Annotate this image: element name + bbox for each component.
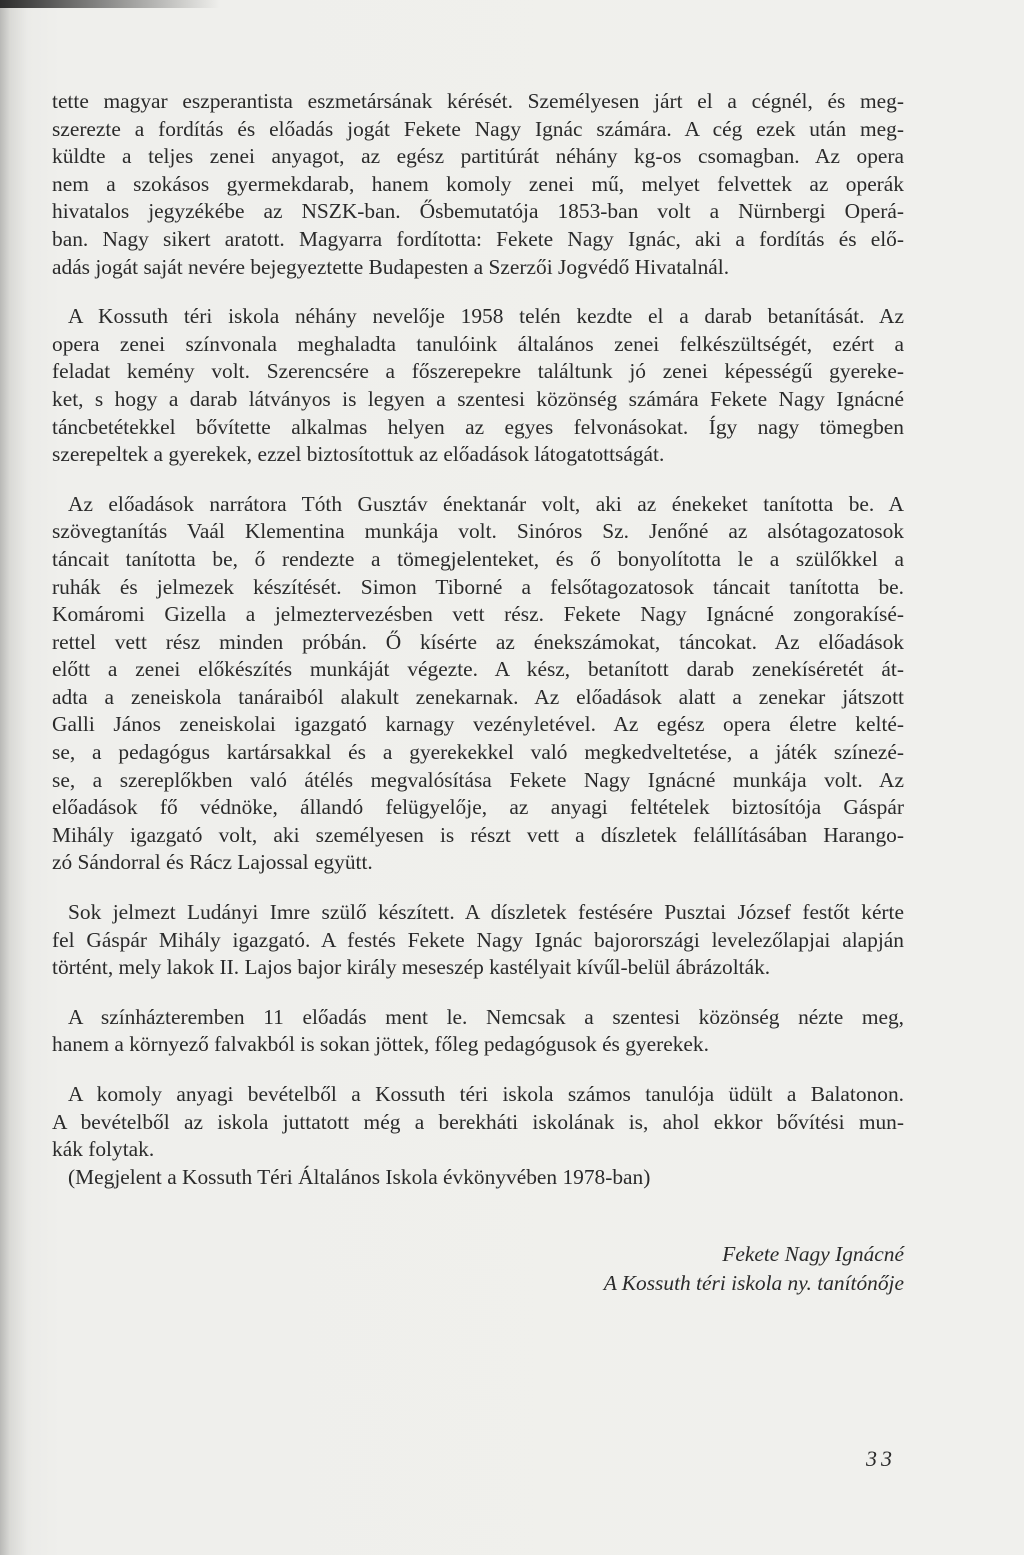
paragraph-5 [52,1004,904,1059]
paragraph-2 [52,303,904,469]
text-line: szerepeltek a gyerekek, ezzel biztosítottuk az előadások látogatottságát. [52,442,665,467]
text-line: A Kossuth téri iskola néhány nevelője 1958 telén kezdte el a darab betanítását. Az [68,304,904,329]
text-line: A bevételből az iskola juttatott még a berekháti iskolának is, ahol ekkor bővítési mun- [52,1109,904,1134]
author-role: A Kossuth téri iskola ny. tanítónője [603,1271,904,1295]
text-line: tette magyar eszperantista eszmetársának kérését. Személyesen járt el a cégnél, és meg- [52,89,904,113]
text-line: zó Sándorral és Rácz Lajossal együtt. [52,850,373,875]
text-line: fel Gáspár Mihály igazgató. A festés Fekete Nagy Ignác bajorországi levelezőlapjai alapján [52,927,904,952]
text-line: Sok jelmezt Ludányi Imre szülő készített. A díszletek festésére Pusztai József festőt kérte [68,900,904,925]
paragraph-4 [52,899,904,982]
text-line: táncait tanította be, ő rendezte a tömegjelenteket, és ő bonyolította le a szülőkkel a [52,546,904,571]
paragraph-1 [52,88,904,281]
paragraph-6 [52,1081,904,1191]
text-line: A színházteremben 11 előadás ment le. Nemcsak a szentesi közönség nézte meg, [68,1004,904,1029]
text-line: Galli János zeneiskolai igazgató karnagy vezényletével. Az egész opera életre kelté- [52,712,904,737]
text-line: Mihály igazgató volt, aki személyesen is részt vett a díszletek felállításában Harango- [52,822,904,847]
article-body [52,88,904,1191]
text-line: történt, mely lakok II. Lajos bajor király meseszép kastélyait kívűl-belül ábrázolták. [52,955,771,980]
text-line: küldte a teljes zenei anyagot, az egész partitúrát néhány kg-os csomagban. Az opera [52,144,904,169]
text-line: ban. Nagy sikert aratott. Magyarra fordította: Fekete Nagy Ignác, aki a fordítás és elő- [52,226,904,251]
text-line: se, a pedagógus kartársakkal és a gyerekekkel való megkedveltetése, a játék színezé- [52,740,904,765]
text-line: rettel vett rész minden próbán. Ő kísérte az énekszámokat, táncokat. Az előadások [52,629,904,654]
text-line: előadások fő védnöke, állandó felügyelője, az anyagi feltételek biztosítója Gáspár [52,795,904,820]
text-line: se, a szereplőkben való átélés megvalósítása Fekete Nagy Ignácné munkája volt. Az [52,767,904,792]
text-line: A komoly anyagi bevételből a Kossuth téri iskola számos tanulója üdült a Balatonon. [68,1082,904,1106]
text-line: adta a zeneiskola tanáraiból alakult zenekarnak. Az előadások alatt a zenekar játszott [52,684,904,709]
publication-note: (Megjelent a Kossuth Téri Általános Iskola évkönyvében 1978-ban) [68,1164,651,1189]
text-line: szövegtanítás Vaál Klementina munkája volt. Sinóros Sz. Jenőné az alsótagozatosok [52,519,904,544]
text-line: kák folytak. [52,1137,155,1162]
text-line: szerezte a fordítás és előadás jogát Fekete Nagy Ignác számára. A cég ezek után meg- [52,116,904,141]
text-line: táncbetétekkel bővítette alkalmas helyen az egyes felvonásokat. Így nagy tömegben [52,414,904,439]
page-number: 33 [866,1446,896,1471]
text-line: hivatalos jegyzékébe az NSZK-ban. Ősbemutatója 1853-ban volt a Nürnbergi Operá- [52,199,904,224]
text-line: előtt a zenei előkészítés munkáját végezte. A kész, betanított darab zenekíséretét át- [52,657,904,682]
paragraph-3 [52,491,904,877]
signature-block [604,1240,904,1298]
text-line: ruhák és jelmezek készítését. Simon Tiborné a felsőtagozatosok táncait tanította be. [52,574,904,599]
text-line: nem a szokásos gyermekdarab, hanem komoly zenei mű, melyet felvettek az operák [52,171,904,196]
text-line: hanem a környező falvakból is sokan jöttek, főleg pedagógusok és gyerekek. [52,1032,709,1057]
scan-edge-shadow [0,0,220,8]
text-line: adás jogát saját nevére bejegyeztette Budapesten a Szerzői Jogvédő Hivatalnál. [52,254,730,279]
text-line: Az előadások narrátora Tóth Gusztáv énektanár volt, aki az énekeket tanította be. A [68,491,904,516]
text-line: opera zenei színvonala meghaladta tanulóink általános zenei felkészültségét, ezért a [52,331,904,356]
text-line: ket, s hogy a darab látványos is legyen a szentesi közönség számára Fekete Nagy Ignácné [52,386,904,411]
text-line: feladat kemény volt. Szerencsére a főszerepekre találtunk jó zenei képességű gyereke- [52,359,904,384]
text-line: Komáromi Gizella a jelmeztervezésben vett rész. Fekete Nagy Ignácné zongorakísé- [52,602,904,627]
author-name: Fekete Nagy Ignácné [722,1242,904,1266]
